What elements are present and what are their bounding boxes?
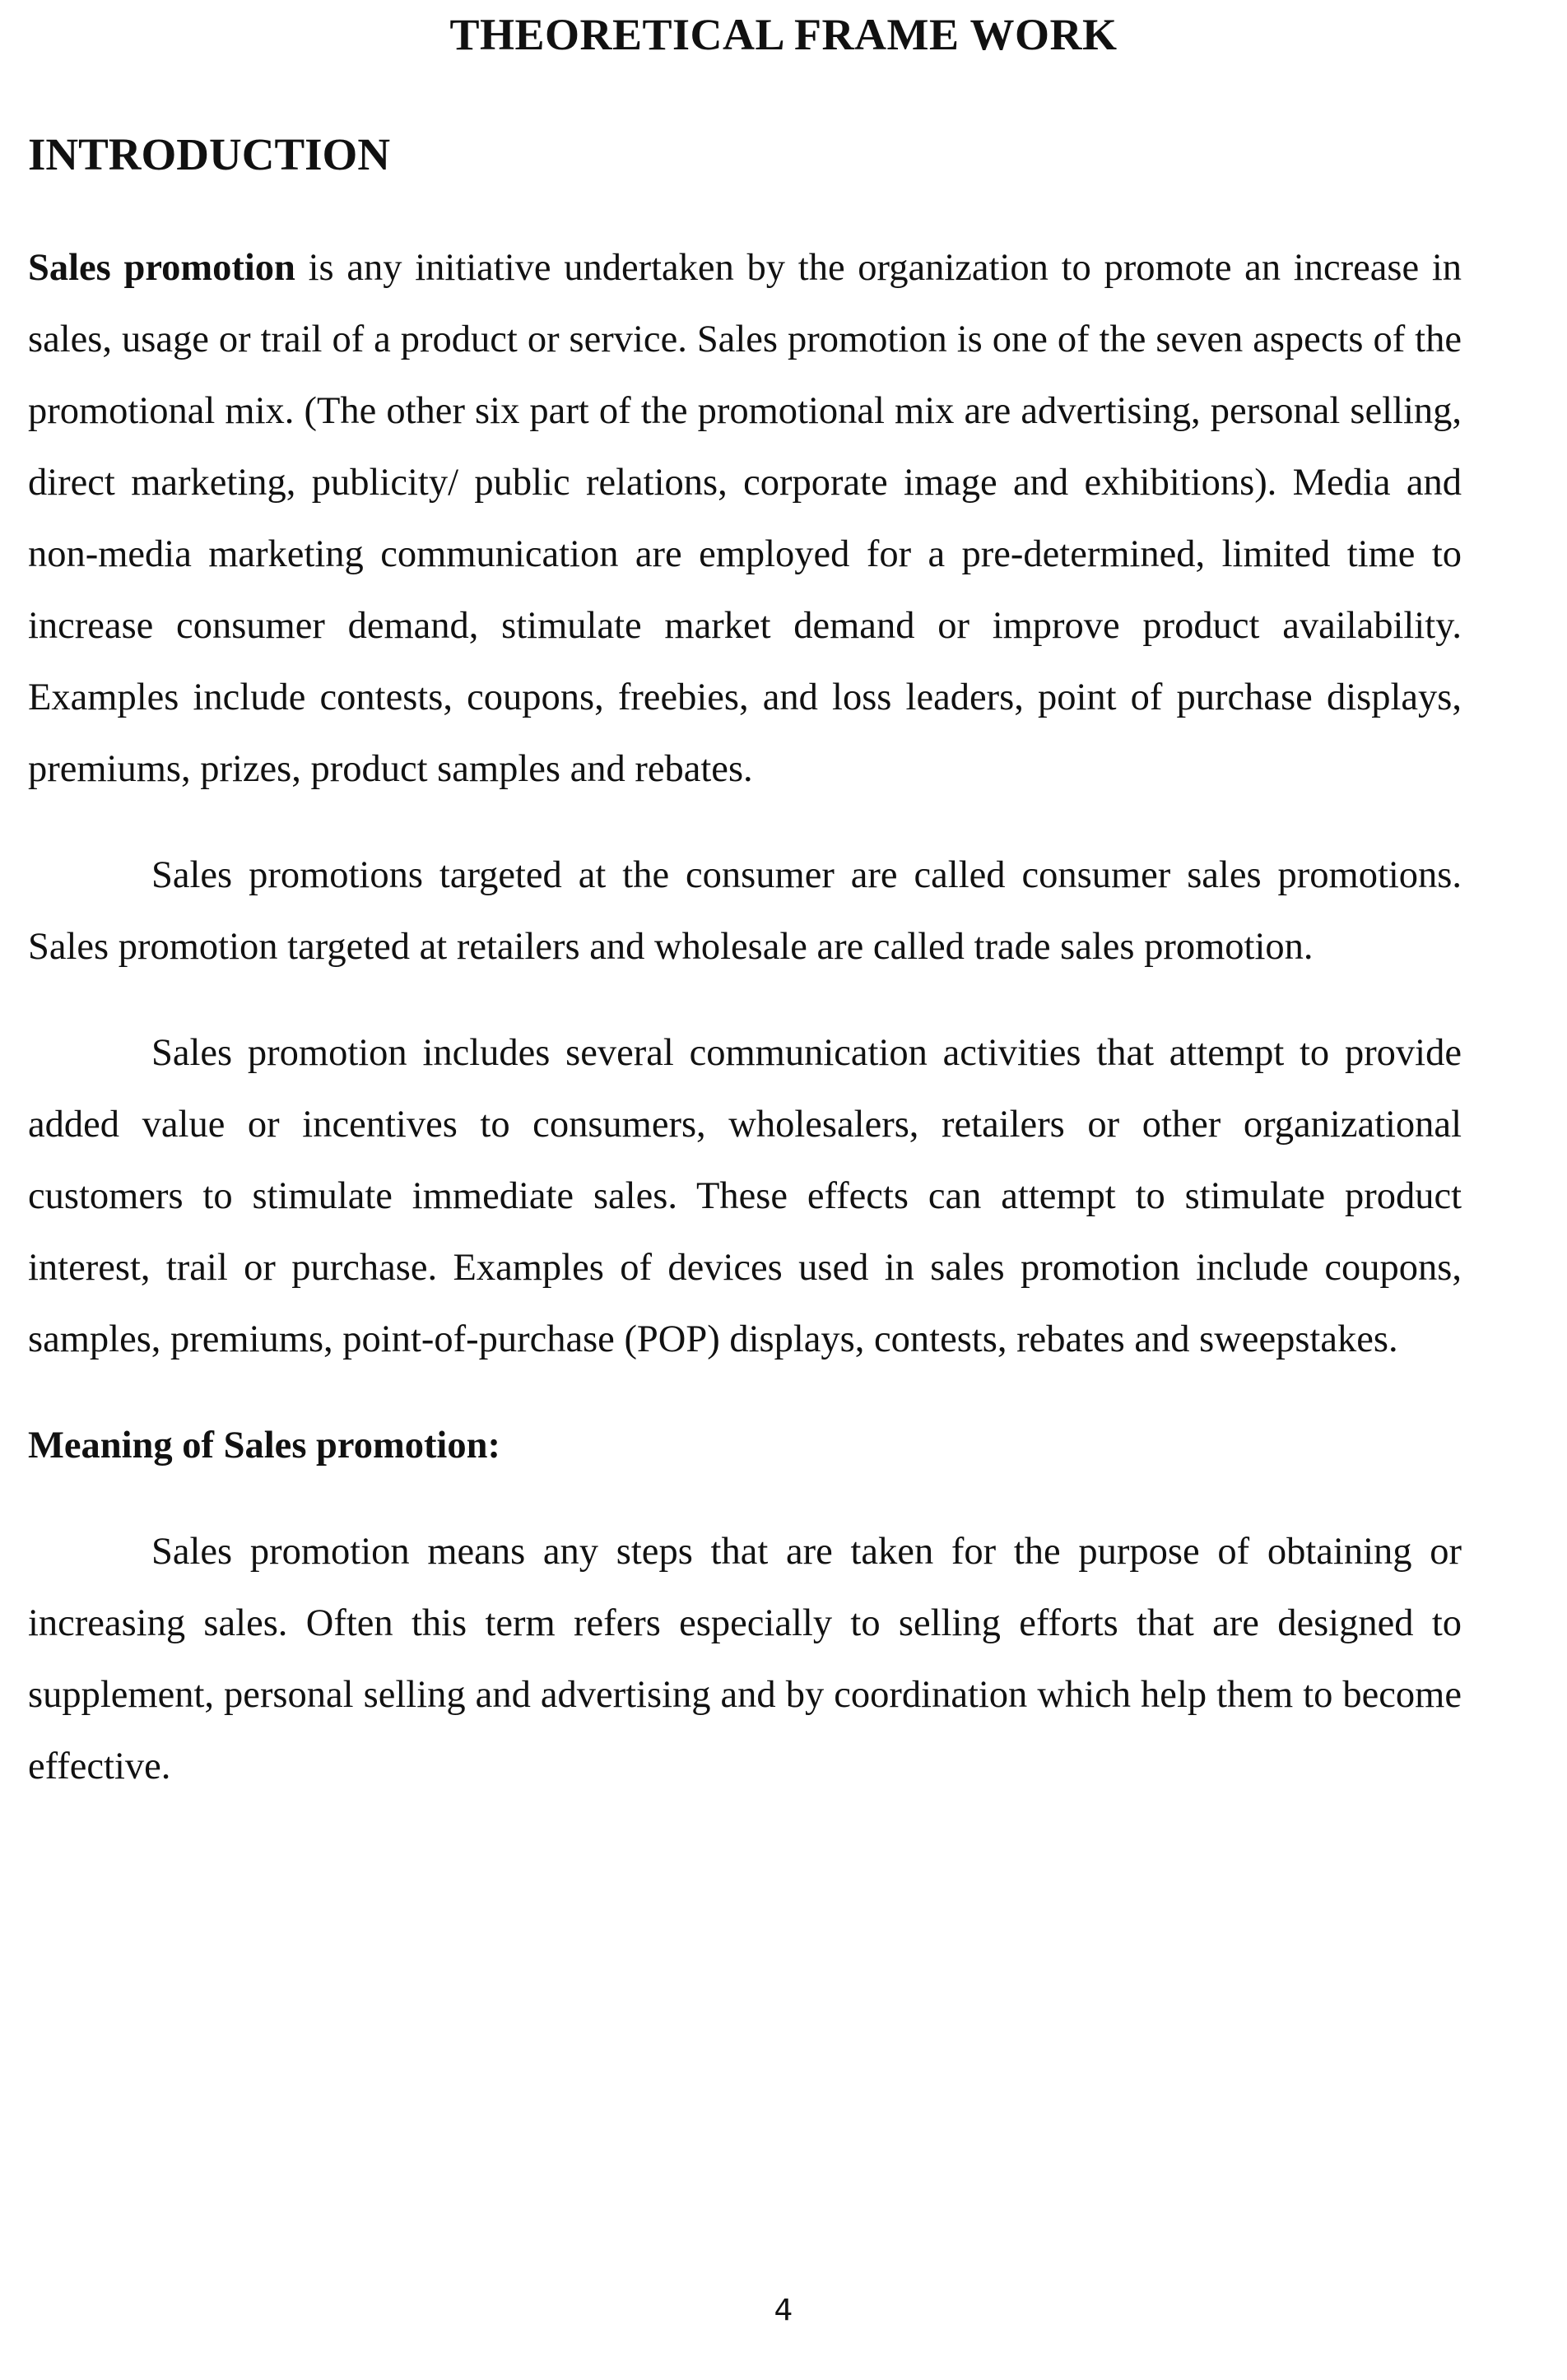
page-number: 4	[774, 2294, 793, 2327]
section-heading: INTRODUCTION	[28, 129, 391, 179]
sub-heading-meaning: Meaning of Sales promotion:	[28, 1425, 500, 1467]
intro-paragraph	[28, 232, 1462, 805]
paragraph-communication-activities: Sales promotion includes several communication activities that attempt to provide added value or incentives to consumers, wholesalers, retailers or other organizational customers to stimulate immediate sales. These effects can attempt to stimulate product interest, trail or purchase. Examples of devices used in sales promotion include coupons, samples, premiums, point-of-purchase (POP) displays, contests, rebates and sweepstakes.	[28, 1032, 1462, 1360]
paragraph-meaning: Sales promotion means any steps that are taken for the purpose of obtaining or increasing sales. Often this term refers especially to selling efforts that are designed to supplement, personal selling and advertising and by coordination which help them to become effective.	[28, 1531, 1462, 1787]
document-body	[28, 115, 1462, 1802]
intro-bold-term: Sales promotion	[28, 247, 295, 289]
paragraph-consumer-promotions: Sales promotions targeted at the consumer are called consumer sales promotions. Sales promotion targeted at retailers and wholesale are called trade sales promotion.	[28, 854, 1462, 968]
chapter-title: THEORETICAL FRAME WORK	[449, 10, 1118, 59]
intro-paragraph-text: is any initiative undertaken by the organization to promote an increase in sales, usage or trail of a product or service. Sales promotion is one of the seven aspects of the promotional mix. (The other six part of the promotional mix are advertising, personal selling, direct marketing, publicity/ public relations, corporate image and exhibitions). Media and non-media marketing communication are employed for a pre-determined, limited time to increase consumer demand, stimulate market demand or improve product availability. Examples include contests, coupons, freebies, and loss leaders, point of purchase displays, premiums, prizes, product samples and rebates.	[28, 247, 1462, 790]
